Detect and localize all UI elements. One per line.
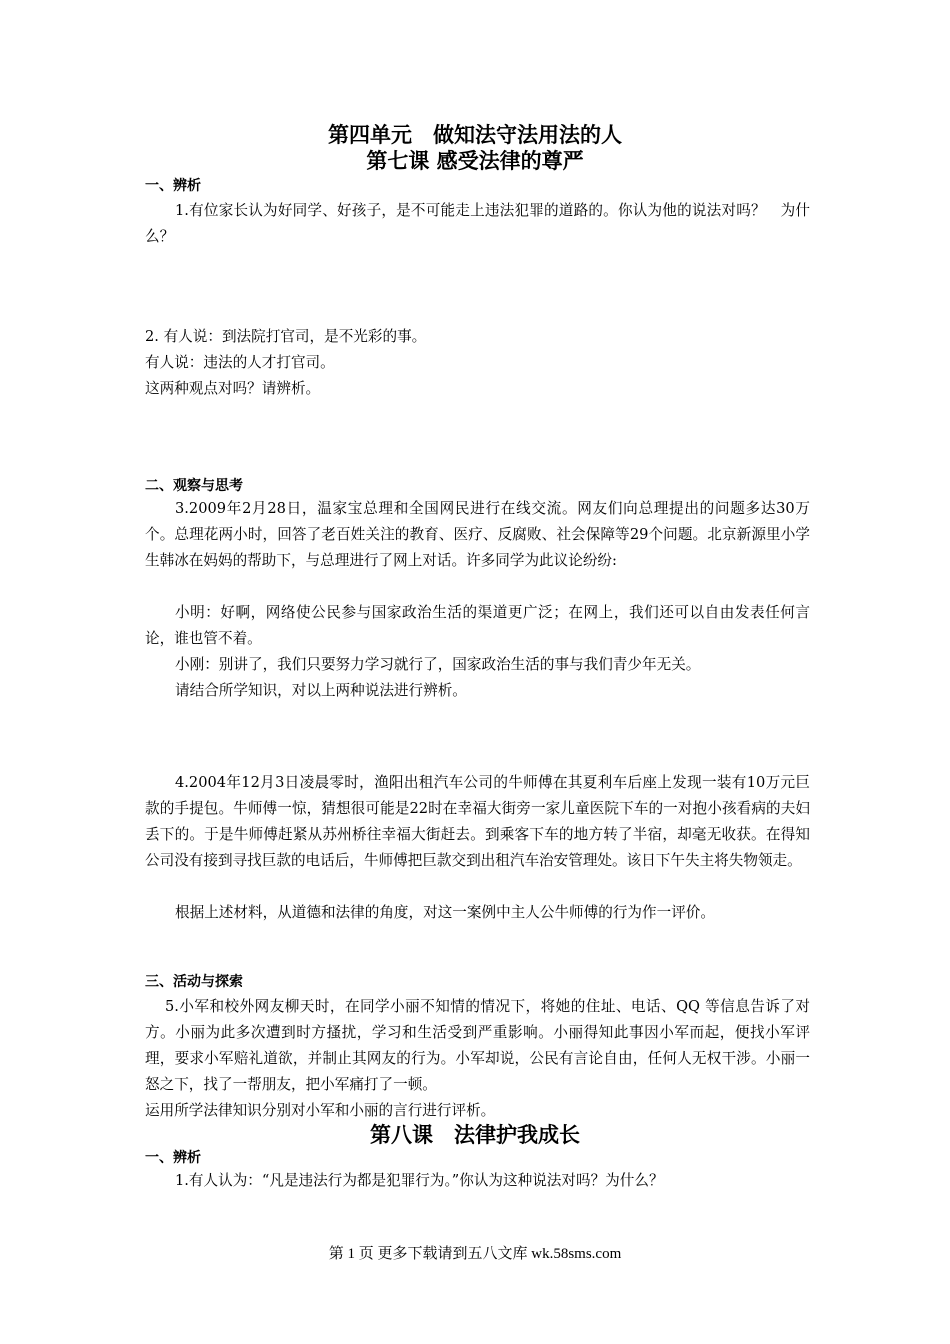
question-1: 1.有位家长认为好同学、好孩子，是不可能走上违法犯罪的道路的。你认为他的说法对吗？ 为什么？ [145, 202, 810, 245]
lesson8-section1-heading: 一、辨析 [145, 1150, 201, 1166]
question-2-line3: 这两种观点对吗？请辨析。 [145, 380, 321, 397]
unit-title: 第四单元 做知法守法用法的人 [328, 123, 622, 147]
question-3-ask: 请结合所学知识，对以上两种说法进行辨析。 [175, 682, 467, 699]
question-2-line1: 2. 有人说：到法院打官司，是不光彩的事。 [145, 328, 427, 345]
lesson8-title: 第八课 法律护我成长 [370, 1123, 580, 1147]
question-4-ask: 根据上述材料，从道德和法律的角度，对这一案例中主人公牛师傅的行为作一评价。 [175, 904, 715, 921]
lesson7-section1-heading: 一、辨析 [145, 178, 201, 194]
lesson7-section2-heading: 二、观察与思考 [145, 478, 243, 494]
question-5-ask: 运用所学法律知识分别对小军和小丽的言行进行评析。 [145, 1102, 496, 1119]
question-3-xiaoming: 小明：好啊，网络使公民参与国家政治生活的渠道更广泛；在网上，我们还可以自由发表任何言论，谁也管不着。 [145, 604, 810, 647]
question-5: 5.小军和校外网友柳天时，在同学小丽不知情的情况下，将她的住址、电话、QQ 等信息告诉了对方。小丽为此多次遭到时方搔扰，学习和生活受到严重影响。小丽得知此事因小军而起，便找小军评理，要求小军赔礼道欲，并制止其网友的行为。小军却说，公民有言论自由，任何人无权干涉。小丽一怒之下，找了一帮朋友，把小军痛打了一顿。 [145, 998, 810, 1093]
question-3: 3.2009年2月28日，温家宝总理和全国网民进行在线交流。网友们向总理提出的问题多达30万个。总理花两小时，回答了老百姓关注的教育、医疗、反腐败、社会保障等29个问题。北京新源里小学生韩冰在妈妈的帮助下，与总理进行了网上对话。许多同学为此议论纷纷: [145, 500, 810, 569]
question-3-xiaogang: 小刚：别讲了，我们只要努力学习就行了，国家政治生活的事与我们青少年无关。 [175, 656, 701, 673]
lesson7-title: 第七课 感受法律的尊严 [366, 149, 584, 173]
question-4: 4.2004年12月3日凌晨零时，渔阳出租汽车公司的牛师傅在其夏利车后座上发现一装有10万元巨款的手提包。牛师傅一惊，猜想很可能是22时在幸福大街旁一家儿童医院下车的一对抱小孩看病的夫妇丢下的。于是牛师傅赶紧从苏州桥往幸福大街赶去。到乘客下车的地方转了半宿，却毫无收获。在得知公司没有接到寻找巨款的电话后，牛师傅把巨款交到出租汽车治安管理处。该日下午失主将失物领走。 [145, 774, 810, 869]
page-footer: 第 1 页 更多下载请到五八文库 wk.58sms.com [328, 1246, 622, 1262]
question-2-line2: 有人说：违法的人才打官司。 [145, 354, 335, 371]
lesson8-question-1: 1.有人认为：“凡是违法行为都是犯罪行为。”你认为这种说法对吗？为什么？ [175, 1172, 664, 1189]
lesson7-section3-heading: 三、活动与探索 [145, 974, 243, 990]
